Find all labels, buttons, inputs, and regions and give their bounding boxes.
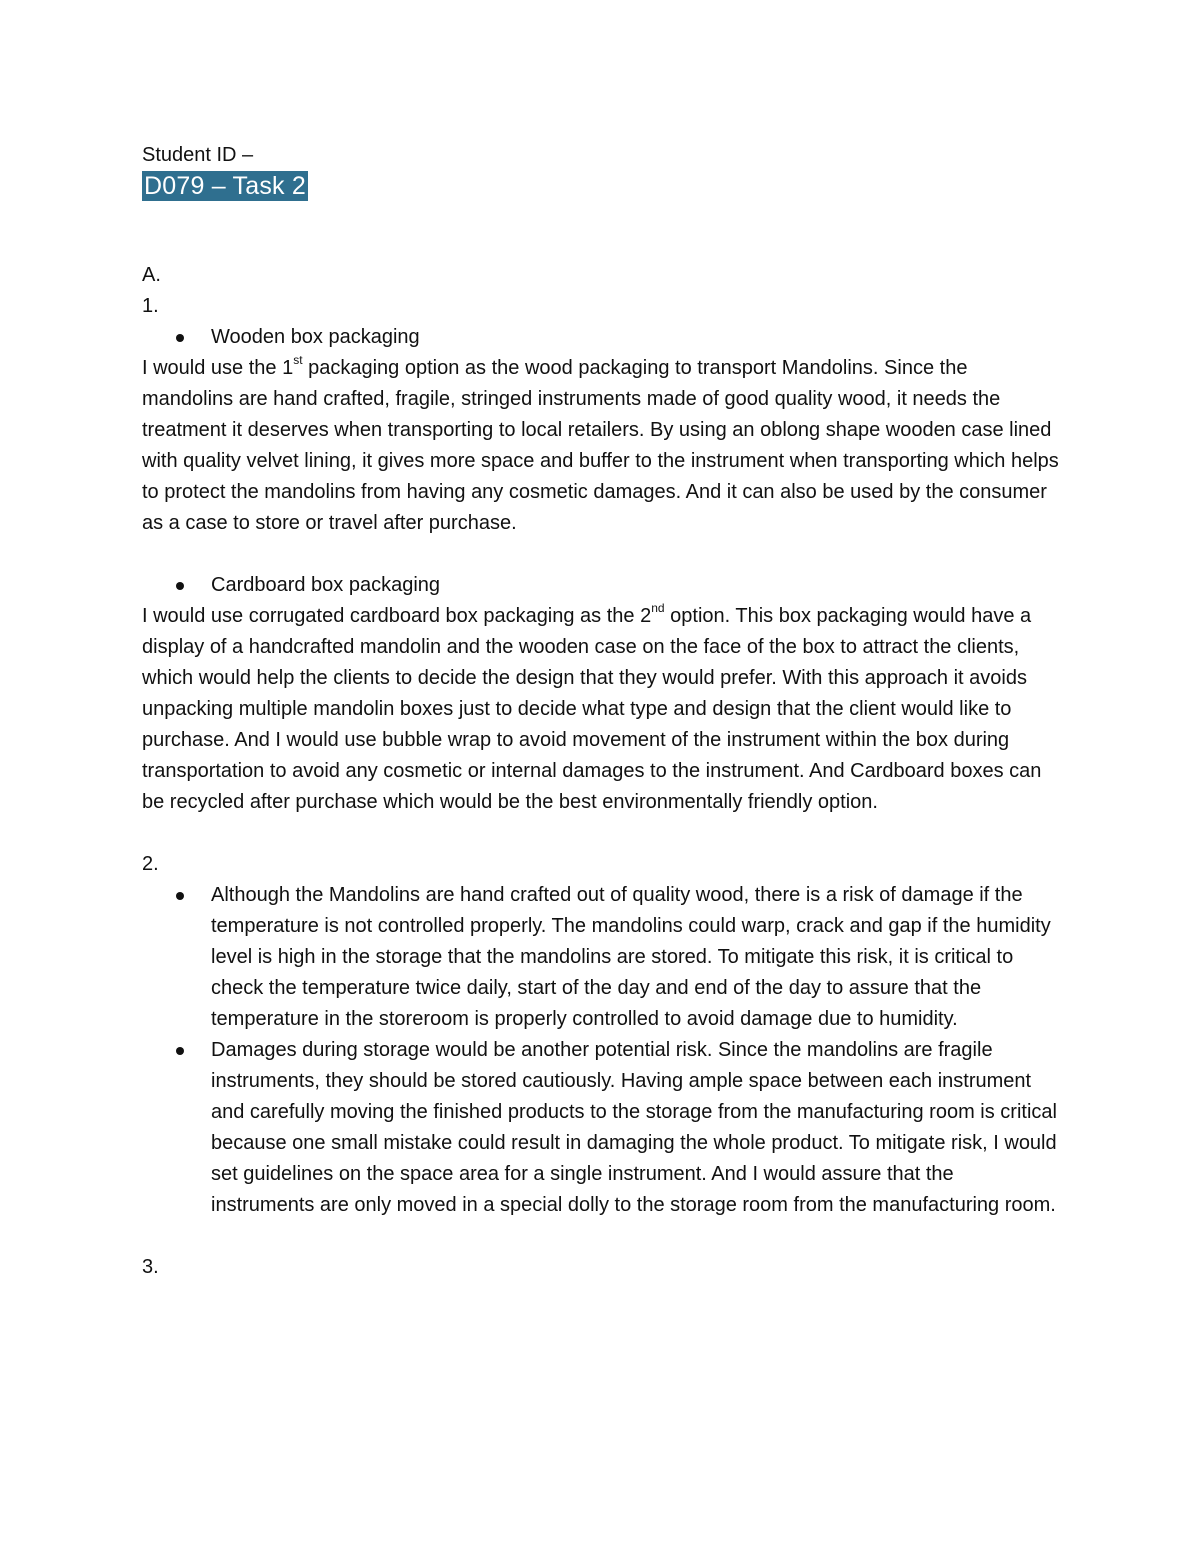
wooden-box-paragraph xyxy=(142,353,1062,539)
title-wrap xyxy=(142,171,1062,205)
bullet-icon xyxy=(176,892,184,900)
bullet-icon xyxy=(176,334,184,342)
bullet-wooden-box xyxy=(142,322,1062,353)
wooden-box-text-rest: packaging option as the wood packaging to transport Mandolins. Since the mandolins are hand crafted, fragile, stringed instruments made of good quality wood, it needs the treatment it deserves when transporting to local retailers. By using an oblong shape wooden case lined with quality velvet lining, it gives more space and buffer to the instrument when transporting which helps to protect the mandolins from having any cosmetic damages. And it can also be used by the consumer as a case to store or travel after purchase. xyxy=(142,357,1059,534)
bullet-icon xyxy=(176,1047,184,1055)
risk-bullet-humidity xyxy=(142,880,1062,1035)
question-3-number: 3. xyxy=(142,1256,159,1278)
ordinal-superscript: st xyxy=(293,353,303,368)
wooden-box-text-start: I would use the 1 xyxy=(142,357,294,379)
wooden-box-heading: Wooden box packaging xyxy=(211,326,420,348)
bullet-cardboard-box xyxy=(142,570,1062,601)
spacer xyxy=(142,818,1062,849)
cardboard-box-paragraph xyxy=(142,601,1062,818)
student-id-label: Student ID – xyxy=(142,144,254,166)
question-1-number: 1. xyxy=(142,295,159,317)
risk-humidity-text: Although the Mandolins are hand crafted out of quality wood, there is a risk of damage if the temperature is not controlled properly. The mandolins could warp, crack and gap if the humidity level is high in the storage that the mandolins are stored. To mitigate this risk, it is critical to check the temperature twice daily, start of the day and end of the day to assure that the temperature in the storeroom is properly controlled to avoid damage due to humidity. xyxy=(211,884,1051,1030)
question-2-number: 2. xyxy=(142,853,159,875)
cardboard-box-text-start: I would use corrugated cardboard box packaging as the 2 xyxy=(142,605,652,627)
document-title: D079 – Task 2 xyxy=(144,172,306,200)
spacer xyxy=(142,205,1062,260)
spacer xyxy=(142,539,1062,570)
cardboard-box-heading: Cardboard box packaging xyxy=(211,574,441,596)
risk-bullet-storage xyxy=(142,1035,1062,1221)
risk-storage-text: Damages during storage would be another potential risk. Since the mandolins are fragile instruments, they should be stored cautiously. Having ample space between each instrument and carefully moving the finished products to the storage from the manufacturing room is critical because one small mistake could result in damaging the whole product. To mitigate risk, I would set guidelines on the space area for a single instrument. And I would assure that the instruments are only moved in a special dolly to the storage room from the manufacturing room. xyxy=(211,1039,1057,1216)
bullet-icon xyxy=(176,582,184,590)
ordinal-superscript: nd xyxy=(651,601,665,616)
document-page xyxy=(142,140,1062,1283)
cardboard-box-text-rest: option. This box packaging would have a display of a handcrafted mandolin and the wooden case on the face of the box to attract the clients, which would help the clients to decide the design that they would prefer. With this approach it avoids unpacking multiple mandolin boxes just to decide what type and design that the client would like to purchase. And I would use bubble wrap to avoid movement of the instrument within the box during transportation to avoid any cosmetic or internal damages to the instrument. And Cardboard boxes can be recycled after purchase which would be the best environmentally friendly option. xyxy=(142,605,1042,813)
section-a-label: A. xyxy=(142,264,161,286)
spacer xyxy=(142,1221,1062,1252)
